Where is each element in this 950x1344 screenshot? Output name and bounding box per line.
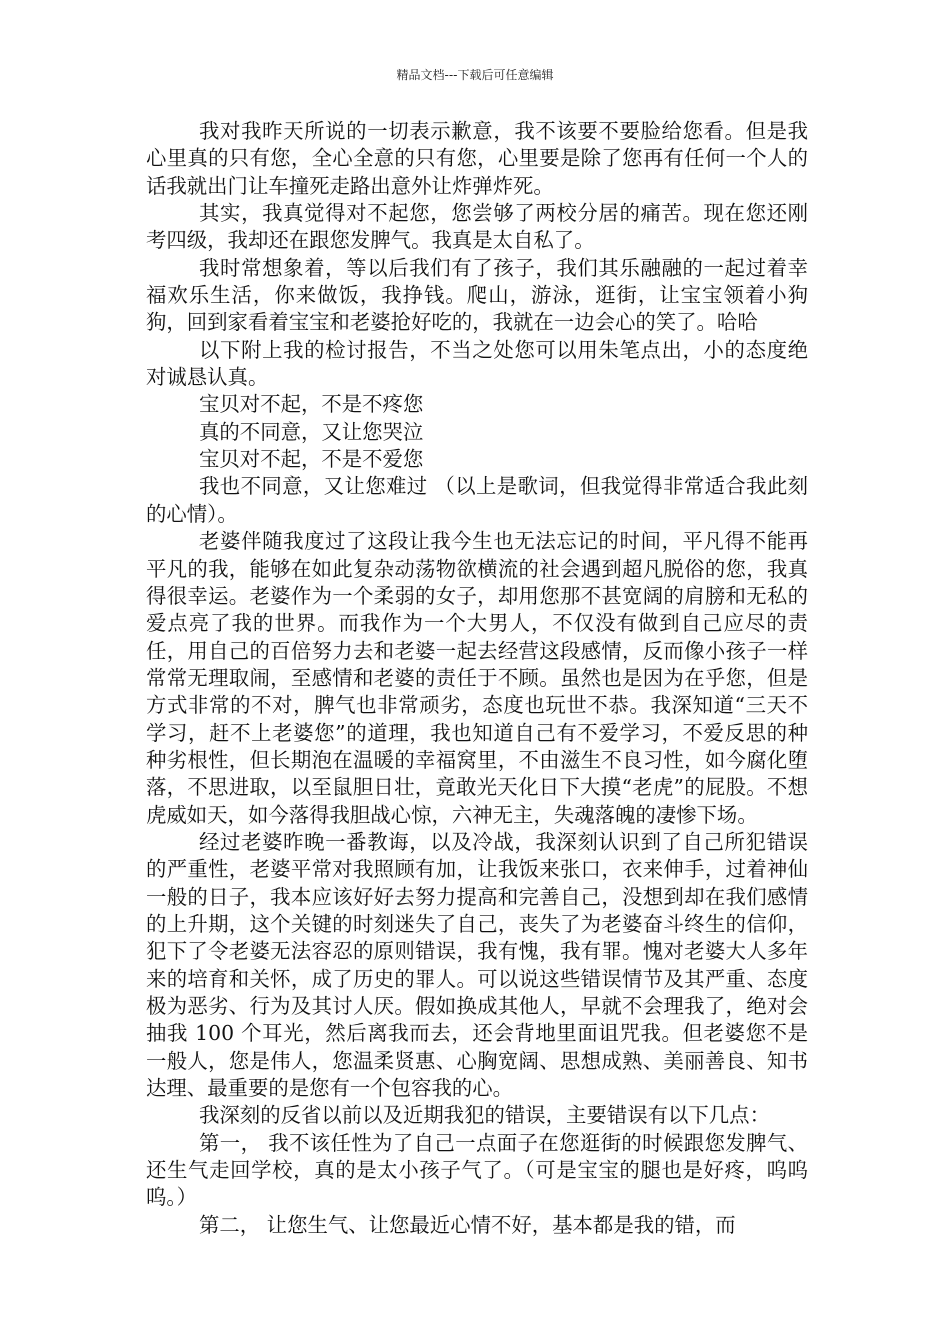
- lyric-line: 宝贝对不起，不是不爱您: [199, 447, 424, 472]
- lyric-line: 真的不同意，又让您哭泣: [199, 419, 424, 444]
- document-body: [146, 118, 808, 1239]
- paragraph: 我深刻的反省以前以及近期我犯的错误，主要错误有以下几点：: [199, 1103, 770, 1128]
- paragraph: 其实，我真觉得对不起您，您尝够了两校分居的痛苦。现在您还刚考四级，我却还在跟您发脾气。我真是太自私了。: [146, 201, 808, 253]
- paragraph: 经过老婆昨晚一番教诲，以及冷战，我深刻认识到了自己所犯错误的严重性，老婆平常对我照顾有加，让我饭来张口，衣来伸手，过着神仙一般的日子，我本应该好好去努力提高和完善自己，没想到却在我们感情的上升期，这个关键的时刻迷失了自己，丧失了为老婆奋斗终生的信仰，犯下了令老婆无法容忍的原则错误，我有愧，我有罪。愧对老婆大人多年来的培育和关怀，成了历史的罪人。可以说这些错误情节及其严重、态度极为恶劣、行为及其讨人厌。假如换成其他人，早就不会理我了，绝对会抽我 100 个耳光，然后离我而去，还会背地里面诅咒我。但老婆您不是一般人，您是伟人，您温柔贤惠、心胸宽阔、思想成熟、美丽善良、知书达理、最重要的是您有一个包容我的心。: [146, 829, 808, 1101]
- page-header: 精品文档---下载后可任意编辑: [396, 68, 554, 82]
- paragraph: 以下附上我的检讨报告，不当之处您可以用朱笔点出，小的态度绝对诚恳认真。: [146, 337, 808, 390]
- list-item: 第二， 让您生气、让您最近心情不好，基本都是我的错，而: [199, 1212, 736, 1237]
- paragraph: 老婆伴随我度过了这段让我今生也无法忘记的时间，平凡得不能再平凡的我，能够在如此复杂动荡物欲横流的社会遇到超凡脱俗的您，我真得很幸运。老婆作为一个柔弱的女子，却用您那不甚宽阔的肩膀和无私的爱点亮了我的世界。而我作为一个大男人，不仅没有做到自己应尽的责任，用自己的百倍努力去和老婆一起去经营这段感情，反而像小孩子一样常常无理取闹，至感情和老婆的责任于不顾。虽然也是因为在乎您，但是方式非常的不对，脾气也非常顽劣，态度也玩世不恭。我深知道“三天不学习，赶不上老婆您”的道理，我也知道自己有不爱学习，不爱反思的种种劣根性，但长期泡在温暖的幸福窝里，不由滋生不良习性，如今腐化堕落，不思进取，以至鼠胆日壮，竟敢光天化日下大摸“老虎”的屁股。不想虎威如天，如今落得我胆战心惊，六神无主，失魂落魄的凄惨下场。: [146, 529, 808, 827]
- paragraph: 我对我昨天所说的一切表示歉意，我不该要不要脸给您看。但是我心里真的只有您，全心全意的只有您，心里要是除了您再有任何一个人的话我就出门让车撞死走路出意外让炸弹炸死。: [146, 119, 808, 198]
- list-item: 第一， 我不该任性为了自己一点面子在您逛街的时候跟您发脾气、还生气走回学校，真的是太小孩子气了。（可是宝宝的腿也是好疼，呜呜呜。）: [146, 1130, 808, 1210]
- lyric-line: 宝贝对不起，不是不疼您: [199, 392, 424, 417]
- lyric-line: 我也不同意，又让您难过 （以上是歌词，但我觉得非常适合我此刻的心情）。: [146, 474, 808, 526]
- paragraph: 我时常想象着，等以后我们有了孩子，我们其乐融融的一起过着幸福欢乐生活，你来做饭，我挣钱。爬山，游泳，逛街，让宝宝领着小狗狗，回到家看着宝宝和老婆抢好吃的，我就在一边会心的笑了。哈哈: [146, 255, 808, 335]
